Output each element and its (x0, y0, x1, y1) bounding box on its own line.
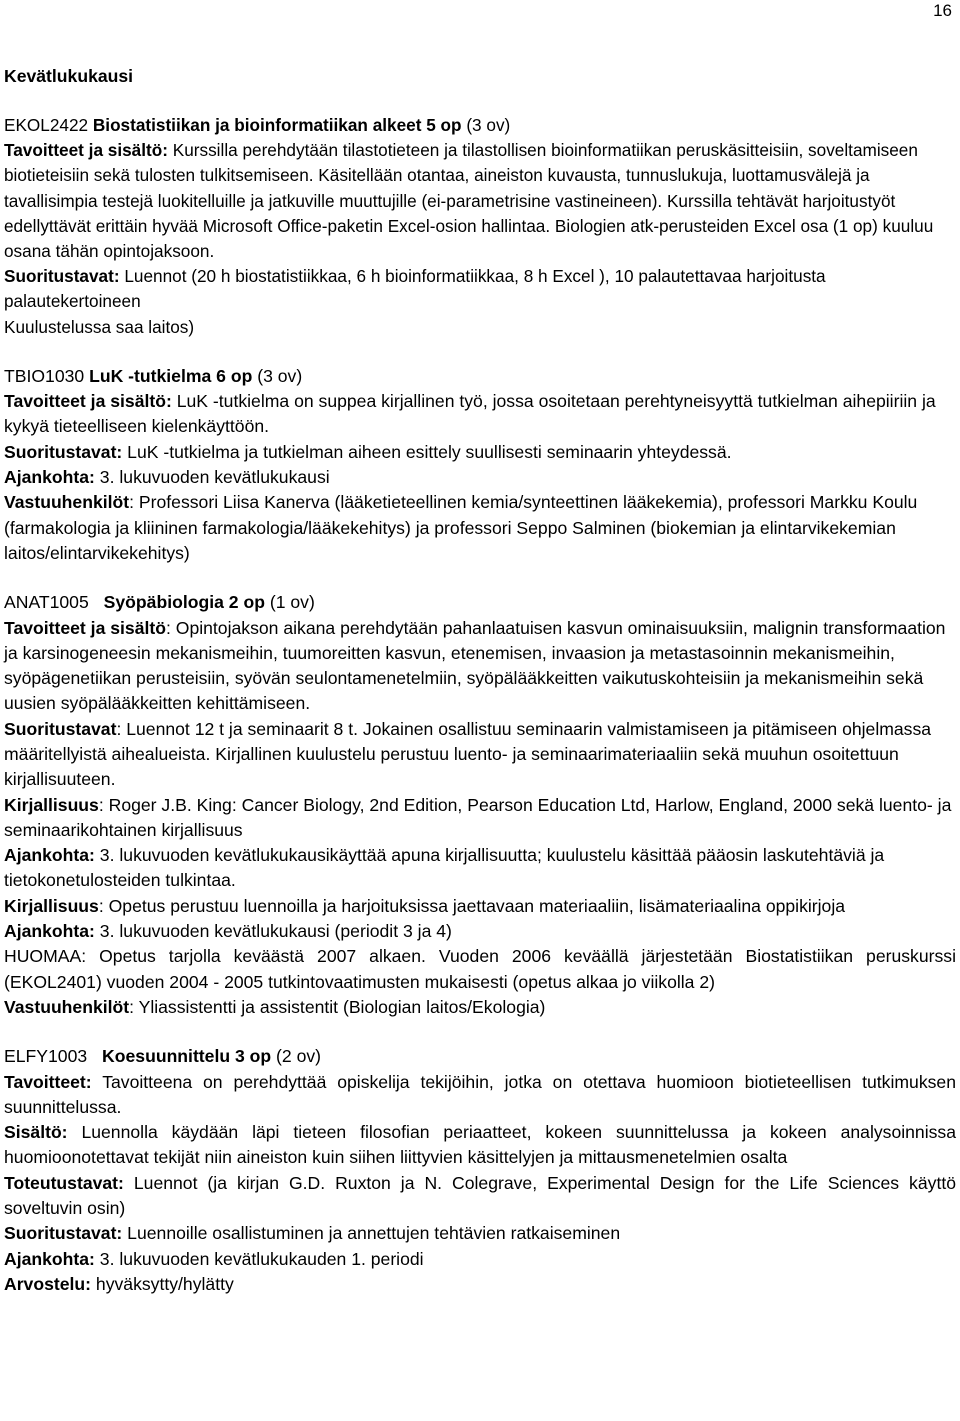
paragraph-text: : Professori Liisa Kanerva (lääketieteellinen kemia/synteettinen lääkekemia), professori Markku Koulu (farmakologia ja kliininen farmakologia/lääkekehitys) ja professori Seppo Salminen (biokemian ja elintarvikekemian laitos/elintarvikekehitys) (4, 492, 918, 563)
course-title: Syöpäbiologia 2 op (103, 592, 265, 613)
section-title: Kevätlukukausi (4, 66, 134, 86)
course-tbio1030 (4, 364, 956, 566)
paragraph-text: 3. lukuvuoden kevätlukukauden 1. periodi (94, 1248, 424, 1269)
course-credits: (3 ov) (466, 115, 511, 135)
course-paragraph (4, 465, 956, 490)
paragraph-label: Arvostelu: (4, 1273, 92, 1294)
course-credits: (2 ov) (276, 1046, 322, 1067)
course-paragraph (4, 1070, 956, 1121)
course-elfy1003 (4, 1044, 956, 1297)
paragraph-label: Toteutustavat: (4, 1172, 124, 1193)
paragraph-text: LuK -tutkielma on suppea kirjallinen työ, jossa osoitetaan perehtyneisyyttä tutkielman aihepiiriin ja kykyä tieteelliseen kielenkäyttöön. (4, 391, 936, 437)
course-title: Koesuunnittelu 3 op (102, 1046, 272, 1067)
course-code: EKOL2422 (4, 115, 89, 135)
course-heading (4, 590, 956, 615)
course-paragraph (4, 264, 956, 314)
course-paragraph (4, 894, 956, 919)
paragraph-label: Ajankohta: (4, 921, 95, 942)
course-title: Biostatistiikan ja bioinformatiikan alkeet 5 op (92, 115, 462, 135)
paragraph-text: : Opetus perustuu luennoilla ja harjoituksissa jaettavaan materiaaliin, lisämateriaalina oppikirjoja (98, 895, 846, 916)
paragraph-label: Suoritustavat: (4, 1223, 123, 1244)
course-paragraph (4, 1221, 956, 1246)
course-paragraph (4, 793, 956, 844)
course-paragraph (4, 944, 956, 995)
course-credits: (1 ov) (269, 592, 315, 613)
paragraph-text: Kurssilla perehdytään tilastotieteen ja tilastollisen bioinformatiikan peruskäsitteisiin, soveltamiseen biotieteisiin sekä tulosten tulkitsemiseen. Käsitellään otantaa, aineiston kuvausta, tunnuslukuja, luottamusvälejä ja tavallisimpia testejä luokitelluille ja jatkuville muuttujille (ei-parametrisine vastineineen). Kurssilla tehtävät harjoitustyöt edellyttävät erittäin hyvää Microsoft Office-paketin Excel-osion hallintaa. Biologien atk-perusteiden Excel osa (1 op) kuuluu osana tähän opintojaksoon. (4, 140, 934, 262)
course-ekol2422 (4, 113, 956, 340)
document-body (4, 64, 956, 1297)
paragraph-text: Luennot (ja kirjan G.D. Ruxton ja N. Colegrave, Experimental Design for the Life Sciences käyttö soveltuvin osin) (4, 1172, 956, 1219)
course-credits: (3 ov) (257, 365, 303, 386)
paragraph-text: LuK -tutkielma ja tutkielman aiheen esittely suullisesti seminaarin yhteydessä. (122, 441, 732, 462)
paragraph-label: Vastuuhenkilöt (4, 492, 130, 513)
course-code: TBIO1030 (4, 365, 85, 386)
paragraph-label: Vastuuhenkilöt (4, 996, 130, 1017)
paragraph-text: 3. lukuvuoden kevätlukukausikäyttää apuna kirjallisuutta; kuulustelu käsittää pääosin laskutehtäviä ja tietokonetulosteiden tulkintaa. (4, 845, 885, 891)
paragraph-text: hyväksytty/hylätty (91, 1273, 234, 1294)
course-heading (4, 113, 956, 138)
paragraph-text: Luennot (20 h biostatistiikkaa, 6 h bioinformatiikkaa, 8 h Excel ), 10 palautettavaa harjoitusta palautekertoineen (4, 266, 826, 312)
course-paragraph (4, 843, 956, 894)
course-paragraph (4, 919, 956, 944)
paragraph-text: Tavoitteena on perehdyttää opiskelija tekijöihin, jotka on otettava huomioon biotieteellisen tutkimuksen suunnittelussa. (4, 1071, 956, 1117)
course-paragraph (4, 717, 956, 793)
paragraph-text: HUOMAA: Opetus tarjolla keväästä 2007 alkaen. Vuoden 2006 keväällä järjestetään Biostatistiikan peruskurssi (EKOL2401) vuoden 2004 - 2005 tutkintovaatimusten mukaisesti (opetus alkaa jo viikolla 2) (4, 946, 956, 992)
paragraph-label: Sisältö: (4, 1122, 68, 1143)
course-heading (4, 364, 956, 389)
course-paragraph (4, 490, 956, 566)
paragraph-label: Kirjallisuus (4, 794, 99, 815)
course-title: LuK -tutkielma 6 op (89, 365, 253, 386)
paragraph-label: Ajankohta: (4, 845, 95, 866)
paragraph-text: : Opintojakson aikana perehdytään pahanlaatuisen kasvun ominaisuuksiin, malignin transformaation ja karsinogeneesin mekanismeihin, tuumoreitten kasvun, etenemisen, invaasion ja metastasoinnin mekanismeihin, syöpägenetiikan perusteisiin, syövän seulontamenetelmiin, syöpälääkkeitten vaikutuskohteisiin ja mekanismeihin sekä uusien syöpälääkkeitten kehittämiseen. (4, 617, 946, 714)
course-paragraph (4, 995, 956, 1020)
paragraph-label: Tavoitteet: (4, 1071, 92, 1092)
course-paragraph (4, 440, 956, 465)
paragraph-label: Suoritustavat (4, 718, 117, 739)
paragraph-text: Luennolla käydään läpi tieteen filosofian periaatteet, kokeen suunnittelussa ja kokeen analysoinnissa huomioonotettavat tekijät niin aineiston kuin siihen liittyvien käsittelyjen ja mittausmenetelmien osalta (4, 1122, 956, 1168)
paragraph-text: : Luennot 12 t ja seminaarit 8 t. Jokainen osallistuu seminaarin valmistamiseen ja pitämiseen ohjelmassa määritellyistä aihealueista. Kirjallinen kuulustelu perustuu luento- ja seminaarimateriaaliin sekä muuhun osoitettuun kirjallisuuteen. (4, 718, 932, 790)
course-heading (4, 1044, 956, 1069)
course-paragraph (4, 1247, 956, 1272)
paragraph-label: Tavoitteet ja sisältö: (4, 391, 172, 412)
paragraph-label: Kirjallisuus (4, 895, 99, 916)
course-anat1005 (4, 590, 956, 1020)
paragraph-text: Kuulustelussa saa laitos) (4, 316, 195, 337)
course-paragraph (4, 1120, 956, 1171)
course-paragraph (4, 1272, 956, 1297)
course-paragraph (4, 315, 956, 340)
course-paragraph (4, 616, 956, 717)
page-number: 16 (933, 1, 952, 20)
course-paragraph (4, 1171, 956, 1222)
paragraph-label: Ajankohta: (4, 467, 95, 488)
course-paragraph (4, 389, 956, 440)
paragraph-label: Ajankohta: (4, 1248, 95, 1269)
paragraph-label: Suoritustavat: (4, 266, 120, 287)
course-paragraph (4, 138, 956, 264)
course-code: ELFY1003 (4, 1046, 88, 1067)
paragraph-label: Suoritustavat: (4, 441, 123, 462)
paragraph-text: : Yliassistentti ja assistentit (Biologian laitos/Ekologia) (129, 996, 546, 1017)
paragraph-text: : Roger J.B. King: Cancer Biology, 2nd Edition, Pearson Education Ltd, Harlow, England, 2000 sekä luento- ja seminaarikohtainen kirjallisuus (4, 794, 952, 840)
paragraph-text: Luennoille osallistuminen ja annettujen tehtävien ratkaiseminen (122, 1223, 621, 1244)
paragraph-text: 3. lukuvuoden kevätlukukausi (94, 467, 330, 488)
paragraph-label: Tavoitteet ja sisältö (4, 617, 166, 638)
paragraph-label: Tavoitteet ja sisältö: (4, 140, 168, 161)
course-code: ANAT1005 (4, 592, 89, 613)
paragraph-text: 3. lukuvuoden kevätlukukausi (periodit 3 ja 4) (94, 921, 452, 942)
